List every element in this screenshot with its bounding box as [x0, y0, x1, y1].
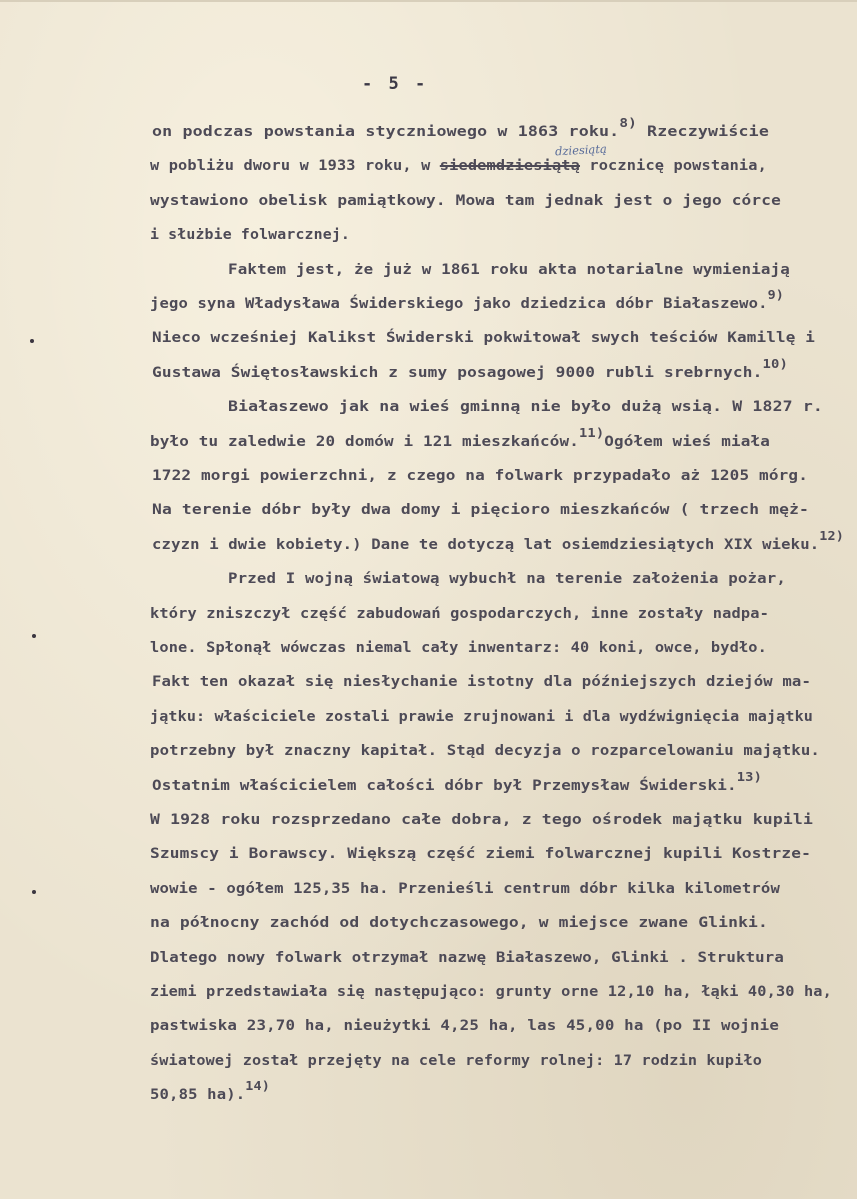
text-line — [152, 115, 769, 140]
line-text: ziemi przedstawiała się następująco: grunty orne 12,10 ha, łąki 40,30 ha, — [150, 984, 833, 1000]
line-text: jego syna Władysława Świderskiego jako dziedzica dóbr Białaszewo. — [150, 296, 768, 312]
text-line — [150, 606, 769, 622]
line-text: na północny zachód od dotychczasowego, w miejsce zwane Glinki. — [150, 915, 768, 932]
margin-mark — [32, 890, 36, 894]
line-text: było tu zaledwie 20 domów i 121 mieszkańców. — [150, 433, 579, 450]
footnote-marker: 11) — [578, 424, 605, 440]
line-text: 1722 morgi powierzchni, z czego na folwark przypadało aż 1205 mórg. — [152, 468, 808, 484]
text-line — [152, 355, 788, 381]
page-number: - 5 - — [362, 74, 429, 94]
text-line — [150, 424, 771, 450]
text-line — [150, 1053, 762, 1069]
text-line — [228, 571, 786, 587]
text-line — [150, 984, 832, 1000]
text-line — [150, 812, 813, 828]
footnote-marker: 14) — [245, 1078, 270, 1094]
line-text: W 1928 roku rozsprzedano całe dobra, z tego ośrodek majątku kupili — [150, 812, 814, 828]
line-text: potrzebny był znaczny kapitał. Stąd decyzja o rozparcelowaniu majątku. — [150, 743, 821, 760]
text-line — [150, 193, 781, 209]
line-text: w pobliżu dworu w 1933 roku, w — [150, 158, 440, 175]
footnote-marker: 10) — [762, 355, 788, 371]
margin-mark — [30, 339, 34, 343]
text-line — [152, 330, 815, 346]
line-text: Faktem jest, że już w 1861 roku akta notarialne wymieniają — [228, 261, 791, 278]
footnote-marker: 13) — [736, 768, 763, 784]
text-line — [150, 881, 780, 897]
line-text: pastwiska 23,70 ha, nieużytki 4,25 ha, las 45,00 ha (po II wojnie — [150, 1018, 780, 1035]
line-text: lone. Spłonął wówczas niemal cały inwentarz: 40 koni, owce, bydło. — [150, 640, 768, 656]
text-line — [150, 709, 813, 725]
text-line — [150, 846, 811, 862]
footnote-marker: 12) — [819, 527, 845, 543]
text-line — [150, 1018, 779, 1034]
line-text: on podczas powstania styczniowego w 1863 roku. — [152, 124, 620, 140]
margin-mark — [32, 634, 36, 638]
line-text: Ostatnim właścicielem całości dóbr był Przemysław Świderski. — [152, 777, 737, 794]
struck-text: siedemdziesiątą — [439, 158, 581, 175]
text-line — [150, 1078, 270, 1104]
text-line — [150, 640, 767, 656]
text-line — [228, 262, 790, 278]
line-text: Ogółem wieś miała — [604, 433, 771, 450]
line-text: który zniszczył część zabudowań gospodarczych, inne zostały nadpa- — [150, 605, 769, 622]
line-text: światowej został przejęty na cele reformy rolnej: 17 rodzin kupiło — [150, 1052, 763, 1069]
text-line — [150, 915, 768, 931]
footnote-marker: 9) — [767, 287, 785, 302]
text-line — [152, 468, 808, 484]
line-text: wystawiono obelisk pamiątkowy. Mowa tam jednak jest o jego córce — [150, 192, 781, 209]
line-text: Na terenie dóbr były dwa domy i pięcioro mieszkańców ( trzech męż- — [152, 502, 809, 519]
line-text: jątku: właściciele zostali prawie zrujnowani i dla wydźwignięcia majątku — [150, 708, 813, 725]
line-text: i służbie folwarcznej. — [150, 227, 351, 244]
line-text: Rzeczywiście — [636, 124, 769, 140]
line-text: 50,85 ha). — [150, 1087, 246, 1104]
line-text: Białaszewo jak na wieś gminną nie było dużą wsią. W 1827 r. — [228, 399, 824, 416]
line-text: Szumscy i Borawscy. Większą część ziemi folwarcznej kupili Kostrze- — [150, 846, 811, 863]
text-line — [150, 287, 785, 312]
text-line — [152, 527, 845, 553]
line-text: Gustawa Świętosławskich z sumy posagowej 9000 rubli srebrnych. — [152, 364, 763, 381]
text-line — [150, 743, 820, 759]
line-text: Przed I wojną światową wybuchł na terenie założenia pożar, — [228, 571, 786, 588]
text-line — [152, 768, 763, 794]
footnote-marker: 8) — [619, 115, 637, 130]
line-text: czyzn i dwie kobiety.) Dane te dotyczą lat osiemdziesiątych XIX wieku. — [152, 536, 820, 553]
text-line — [152, 674, 811, 690]
text-line — [150, 158, 767, 174]
handwritten-correction: dziesiątą — [554, 141, 608, 159]
text-line — [150, 227, 350, 243]
line-text: rocznicę powstania, — [580, 158, 767, 175]
text-line — [152, 502, 809, 518]
line-text: Fakt ten okazał się niesłychanie istotny dla późniejszych dziejów ma- — [152, 674, 812, 691]
line-text: wowie - ogółem 125,35 ha. Przenieśli centrum dóbr kilka kilometrów — [150, 880, 781, 897]
line-text: Nieco wcześniej Kalikst Świderski pokwitował swych teściów Kamillę i — [152, 330, 816, 347]
line-text: Dlatego nowy folwark otrzymał nazwę Białaszewo, Glinki . Struktura — [150, 949, 785, 966]
text-line — [228, 399, 823, 415]
text-line — [150, 950, 784, 966]
